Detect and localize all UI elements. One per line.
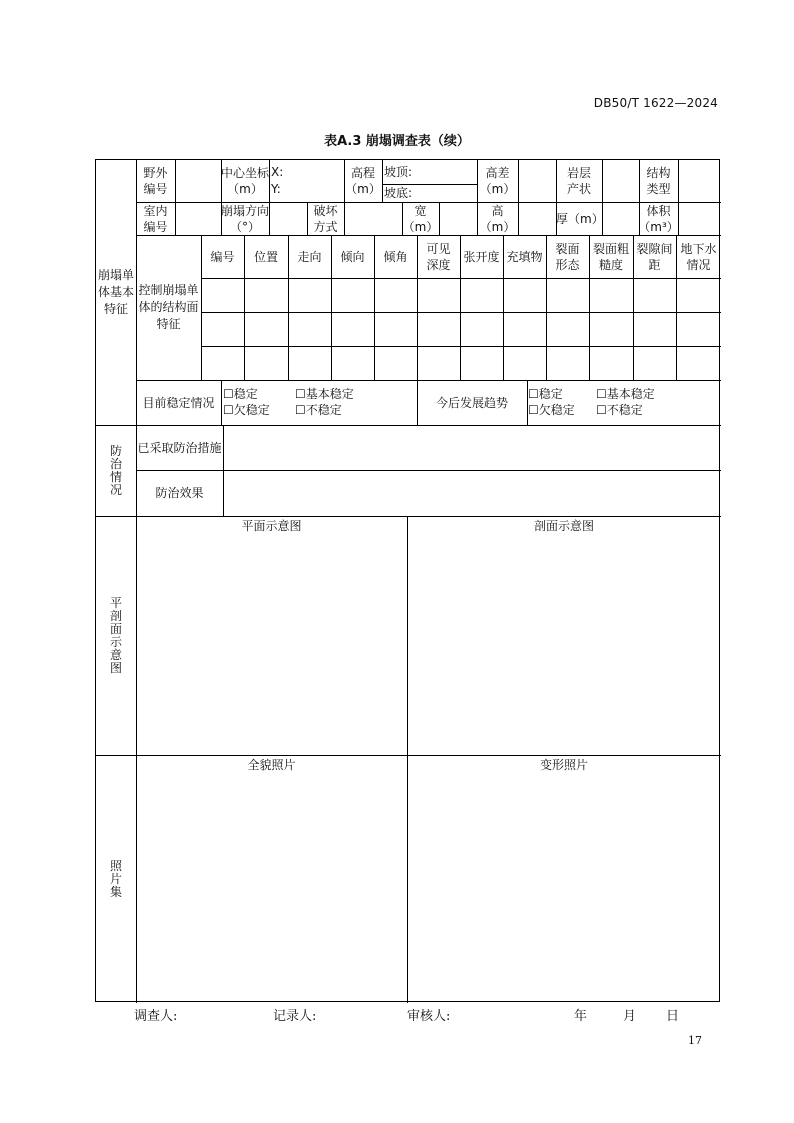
width-label: 宽（m） [402,203,439,234]
structural-plane-label: 控制崩塌单体的结构面特征 [138,283,199,331]
recorder-label: 记录人: [273,1009,317,1024]
indoor-no-label: 室内 编号 [143,203,168,234]
current-stability-options [223,386,415,418]
checkbox-less-stable[interactable]: ☐欠稳定 [223,403,270,417]
col-header: 裂面粗 糙度 [592,241,629,272]
checkbox-basically-stable[interactable]: ☐基本稳定 [295,387,354,401]
col-header: 位置 [253,249,278,264]
col-header: 裂面 形态 [555,241,580,272]
failure-mode-label: 破坏 方式 [313,203,338,234]
checkbox-stable[interactable]: ☐稳定 [528,387,563,401]
field-no-label: 野外 编号 [143,166,168,196]
col-header: 走向 [297,249,322,264]
collapse-direction-label: 崩塌方向 （°） [221,203,270,234]
structure-type-label: 结构 类型 [646,166,671,196]
month-label: 月 [623,1009,637,1024]
col-header: 倾角 [383,249,408,264]
profile-sketch-label: 剖面示意图 [533,519,594,533]
year-label: 年 [574,1009,588,1024]
rock-attitude-label: 岩层 产状 [566,166,591,196]
thickness-label: 厚（m） [556,211,604,226]
checkbox-basically-stable[interactable]: ☐基本稳定 [596,387,655,401]
survey-table [95,159,720,1002]
volume-label: 体积 （m³） [638,203,679,234]
elevation-label: 高程 （m） [345,166,381,196]
col-header: 地下水 情况 [680,241,717,272]
section-label-basic: 崩塌单体基本特征 [97,268,134,316]
col-header: 充填物 [506,249,543,264]
col-header: 张开度 [463,249,500,264]
center-coord-label: 中心坐标 （m） [221,166,270,196]
coord-y-label: Y: [271,182,281,196]
section-label-sketch: 平剖面示意图 [109,595,122,675]
col-header: 裂隙间 距 [636,241,673,272]
section-label-prevention: 防治情况 [109,443,122,497]
col-header: 可见 深度 [426,241,451,272]
col-header: 编号 [210,249,235,264]
prevention-effect-label: 防治效果 [155,486,204,500]
future-trend-options [528,386,720,418]
investigator-label: 调查人: [134,1009,178,1024]
overview-photo-label: 全貌照片 [247,758,296,772]
form-title: 表A.3 崩塌调查表（续） [324,134,470,149]
checkbox-less-stable[interactable]: ☐欠稳定 [528,403,575,417]
future-trend-label: 今后发展趋势 [435,395,508,410]
measures-taken-label: 已采取防治措施 [137,440,222,455]
reviewer-label: 审核人: [407,1009,451,1024]
height-diff-label: 高差 （m） [479,166,516,196]
checkbox-unstable[interactable]: ☐不稳定 [295,403,342,417]
page-number: 17 [688,1034,702,1047]
coord-x-label: X: [271,165,284,179]
section-label-photos: 照片集 [109,858,122,899]
checkbox-unstable[interactable]: ☐不稳定 [596,403,643,417]
height-label: 高（m） [479,203,516,234]
slope-top-label: 坡顶: [384,165,413,179]
checkbox-stable[interactable]: ☐稳定 [223,387,258,401]
deformation-photo-label: 变形照片 [539,758,588,772]
plan-sketch-label: 平面示意图 [241,519,302,533]
col-header: 倾向 [340,249,365,264]
standard-code: DB50/T 1622—2024 [593,96,718,110]
slope-bottom-label: 坡底: [384,186,413,200]
day-label: 日 [666,1009,680,1024]
current-stability-label: 目前稳定情况 [142,395,215,410]
